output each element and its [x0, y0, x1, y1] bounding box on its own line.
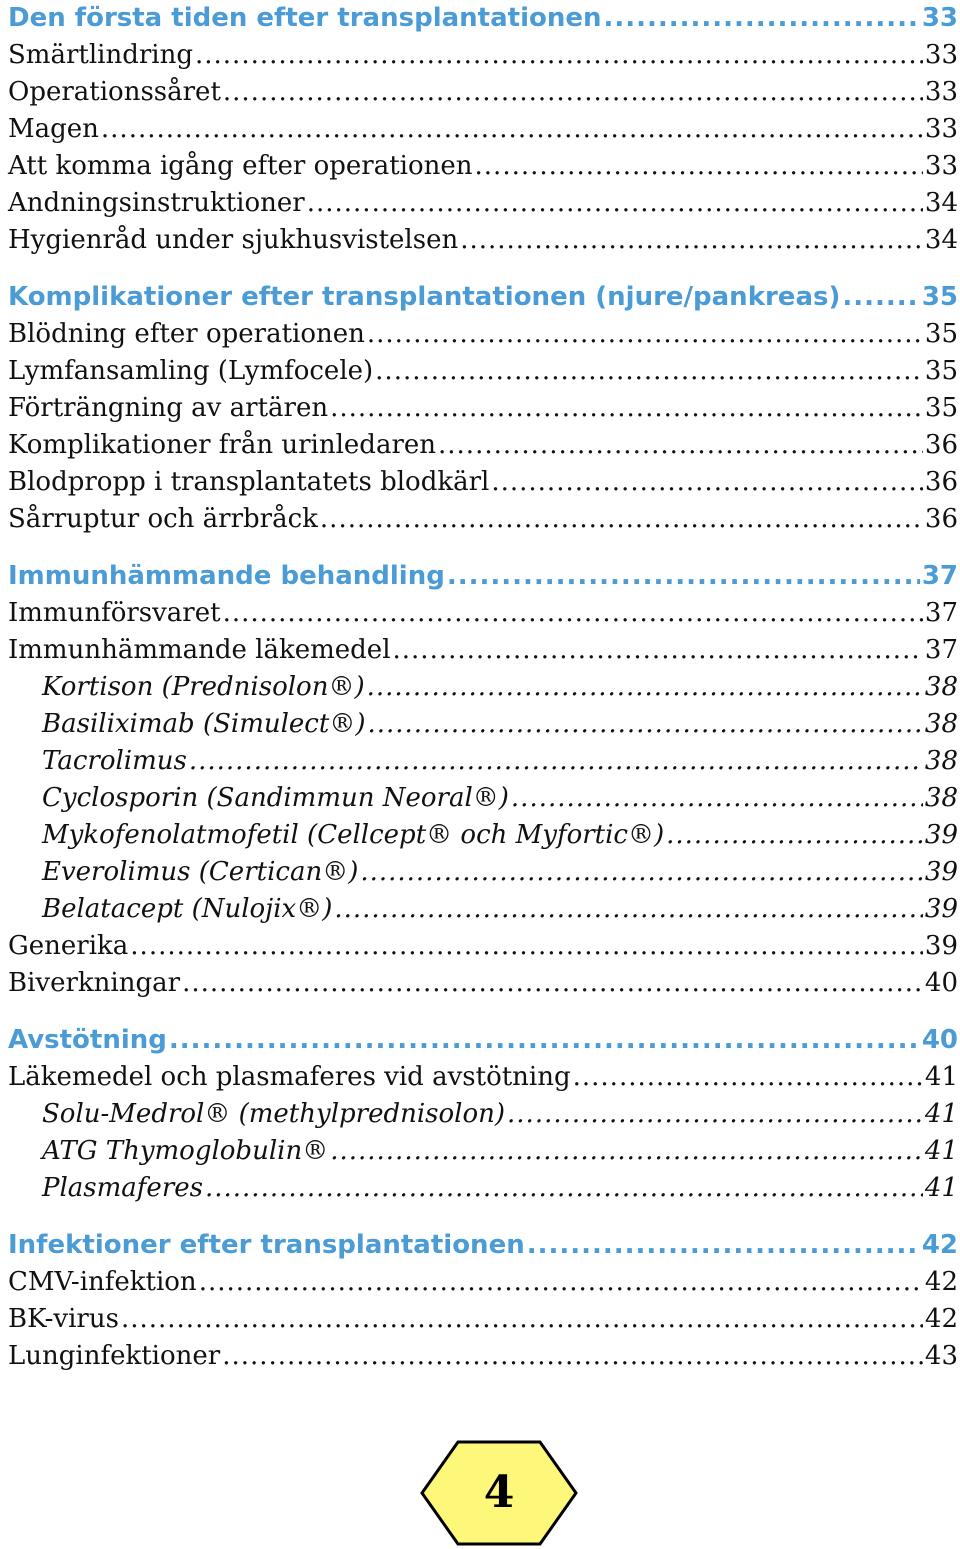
dot-leader	[320, 501, 923, 538]
toc-entry[interactable]	[8, 464, 958, 501]
dot-leader	[491, 464, 923, 501]
toc-entry-page: 35	[924, 393, 958, 423]
dot-leader	[334, 891, 923, 928]
toc-entry-page: 33	[924, 151, 958, 181]
toc-entry-page: 37	[924, 598, 958, 628]
dot-leader	[222, 1338, 923, 1375]
toc-subentry-page: 38	[924, 709, 958, 739]
toc-entry[interactable]	[8, 353, 958, 390]
toc-entry-page: 33	[924, 77, 958, 107]
toc-entry[interactable]	[8, 316, 958, 353]
toc-section	[8, 558, 958, 1002]
toc-subentry[interactable]	[8, 706, 958, 743]
toc-subentry[interactable]	[8, 743, 958, 780]
dot-leader	[666, 817, 923, 854]
toc-entry-page: 33	[924, 40, 958, 70]
toc-entry-label: Lymfansamling (Lymfocele)	[8, 356, 374, 386]
toc-subentry-label: Everolimus (Certican®)	[42, 857, 359, 887]
toc-entry[interactable]	[8, 501, 958, 538]
dot-leader	[121, 1301, 923, 1338]
toc-entry-page: 43	[924, 1341, 958, 1371]
toc-heading-label: Den första tiden efter transplantationen	[8, 3, 602, 33]
dot-leader	[367, 316, 923, 353]
toc-entry[interactable]	[8, 427, 958, 464]
toc-entry-page: 39	[924, 931, 958, 961]
dot-leader	[223, 74, 923, 111]
dot-leader	[205, 1170, 923, 1207]
toc-subentry[interactable]	[8, 854, 958, 891]
dot-leader	[460, 222, 923, 259]
toc-entry[interactable]	[8, 222, 958, 259]
toc-entry-label: Lunginfektioner	[8, 1341, 221, 1371]
toc-section	[8, 1022, 958, 1207]
toc-entry-label: Operationssåret	[8, 77, 221, 107]
dot-leader	[367, 669, 923, 706]
toc-subentry-label: Solu-Medrol® (methylprednisolon)	[42, 1099, 506, 1129]
dot-leader	[223, 595, 923, 632]
toc-subentry-label: Basiliximab (Simulect®)	[42, 709, 366, 739]
dot-leader	[169, 1022, 920, 1059]
toc-section	[8, 0, 958, 259]
toc-heading[interactable]	[8, 1227, 958, 1264]
toc-entry-label: Komplikationer från urinledaren	[8, 430, 437, 460]
toc-subentry[interactable]	[8, 1133, 958, 1170]
toc-entry-label: CMV-infektion	[8, 1267, 197, 1297]
toc-subentry-page: 39	[924, 820, 958, 850]
toc-subentry[interactable]	[8, 1170, 958, 1207]
toc-entry-page: 34	[924, 225, 958, 255]
dot-leader	[527, 1227, 920, 1264]
toc-heading-page: 35	[921, 282, 958, 312]
toc-entry-label: Andningsinstruktioner	[8, 188, 305, 218]
toc-subentry-page: 39	[924, 894, 958, 924]
toc-entry[interactable]	[8, 111, 958, 148]
toc-heading-page: 42	[921, 1230, 958, 1260]
page-number: 4	[483, 1467, 515, 1518]
toc-heading-label: Avstötning	[8, 1025, 167, 1055]
toc-entry-label: Biverkningar	[8, 968, 181, 998]
toc-entry-label: Blödning efter operationen	[8, 319, 365, 349]
toc-subentry[interactable]	[8, 817, 958, 854]
toc-subentry-label: Plasmaferes	[42, 1173, 203, 1203]
toc-subentry-label: Mykofenolatmofetil (Cellcept® och Myfortic®)	[42, 820, 665, 850]
toc-subentry-label: Kortison (Prednisolon®)	[42, 672, 365, 702]
toc-entry-page: 33	[924, 114, 958, 144]
toc-subentry-label: Belatacept (Nulojix®)	[42, 894, 333, 924]
toc-subentry-label: Tacrolimus	[42, 746, 187, 776]
toc-entry-label: Generika	[8, 931, 129, 961]
toc-entry[interactable]	[8, 928, 958, 965]
toc-heading[interactable]	[8, 1022, 958, 1059]
toc-subentry[interactable]	[8, 669, 958, 706]
toc-subentry-page: 41	[924, 1173, 958, 1203]
dot-leader	[101, 111, 923, 148]
toc-heading[interactable]	[8, 0, 958, 37]
dot-leader	[438, 427, 923, 464]
toc-entry-page: 35	[924, 319, 958, 349]
toc-entry-label: Immunförsvaret	[8, 598, 221, 628]
toc-entry-page: 41	[924, 1062, 958, 1092]
toc-entry-page: 35	[924, 356, 958, 386]
toc-entry-page: 36	[924, 430, 958, 460]
dot-leader	[573, 1059, 923, 1096]
dot-leader	[330, 1133, 923, 1170]
dot-leader	[307, 185, 923, 222]
toc-subentry[interactable]	[8, 780, 958, 817]
dot-leader	[130, 928, 923, 965]
toc-entry-label: BK-virus	[8, 1304, 119, 1334]
toc-section	[8, 1227, 958, 1375]
toc-entry-label: Hygienråd under sjukhusvistelsen	[8, 225, 459, 255]
toc-entry[interactable]	[8, 1264, 958, 1301]
toc-entry-label: Smärtlindring	[8, 40, 193, 70]
dot-leader	[189, 743, 923, 780]
dot-leader	[195, 37, 923, 74]
table-of-contents	[8, 0, 958, 1375]
dot-leader	[375, 353, 923, 390]
toc-entry[interactable]	[8, 390, 958, 427]
toc-heading-page: 37	[921, 561, 958, 591]
toc-entry-page: 37	[924, 635, 958, 665]
toc-subentry-page: 38	[924, 783, 958, 813]
toc-entry-label: Att komma igång efter operationen	[8, 151, 473, 181]
dot-leader	[360, 854, 923, 891]
toc-entry[interactable]	[8, 37, 958, 74]
toc-entry-page: 40	[924, 968, 958, 998]
toc-entry-page: 42	[924, 1267, 958, 1297]
page-number-badge	[420, 1440, 578, 1546]
toc-entry[interactable]	[8, 74, 958, 111]
toc-subentry-page: 41	[924, 1099, 958, 1129]
dot-leader	[393, 632, 923, 669]
toc-subentry-page: 38	[924, 672, 958, 702]
toc-subentry[interactable]	[8, 891, 958, 928]
dot-leader	[604, 0, 920, 37]
dot-leader	[511, 780, 923, 817]
toc-subentry-label: Cyclosporin (Sandimmun Neoral®)	[42, 783, 509, 813]
toc-entry-label: Förträngning av artären	[8, 393, 329, 423]
toc-entry[interactable]	[8, 185, 958, 222]
toc-entry-label: Magen	[8, 114, 99, 144]
toc-heading-label: Komplikationer efter transplantationen (njure/pankreas)	[8, 282, 841, 312]
toc-heading-page: 33	[921, 3, 958, 33]
toc-entry-page: 36	[924, 467, 958, 497]
dot-leader	[475, 148, 923, 185]
toc-heading[interactable]	[8, 558, 958, 595]
toc-entry[interactable]	[8, 632, 958, 669]
toc-entry[interactable]	[8, 1338, 958, 1375]
toc-entry[interactable]	[8, 595, 958, 632]
toc-entry-page: 34	[924, 188, 958, 218]
toc-subentry-page: 39	[924, 857, 958, 887]
toc-heading-label: Infektioner efter transplantationen	[8, 1230, 525, 1260]
toc-subentry-page: 41	[924, 1136, 958, 1166]
toc-entry[interactable]	[8, 148, 958, 185]
toc-heading-label: Immunhämmande behandling	[8, 561, 445, 591]
dot-leader	[447, 558, 920, 595]
toc-entry-page: 42	[924, 1304, 958, 1334]
dot-leader	[330, 390, 923, 427]
dot-leader	[182, 965, 923, 1002]
toc-entry-label: Immunhämmande läkemedel	[8, 635, 391, 665]
toc-subentry-page: 38	[924, 746, 958, 776]
dot-leader	[842, 279, 919, 316]
toc-entry-label: Läkemedel och plasmaferes vid avstötning	[8, 1062, 571, 1092]
toc-entry[interactable]	[8, 1301, 958, 1338]
toc-entry[interactable]	[8, 965, 958, 1002]
dot-leader	[367, 706, 922, 743]
toc-heading-page: 40	[921, 1025, 958, 1055]
toc-entry[interactable]	[8, 1059, 958, 1096]
dot-leader	[199, 1264, 923, 1301]
toc-entry-page: 36	[924, 504, 958, 534]
toc-subentry[interactable]	[8, 1096, 958, 1133]
toc-heading[interactable]	[8, 279, 958, 316]
toc-section	[8, 279, 958, 538]
toc-entry-label: Sårruptur och ärrbråck	[8, 504, 318, 534]
toc-entry-label: Blodpropp i transplantatets blodkärl	[8, 467, 490, 497]
dot-leader	[507, 1096, 923, 1133]
toc-subentry-label: ATG Thymoglobulin®	[42, 1136, 329, 1166]
